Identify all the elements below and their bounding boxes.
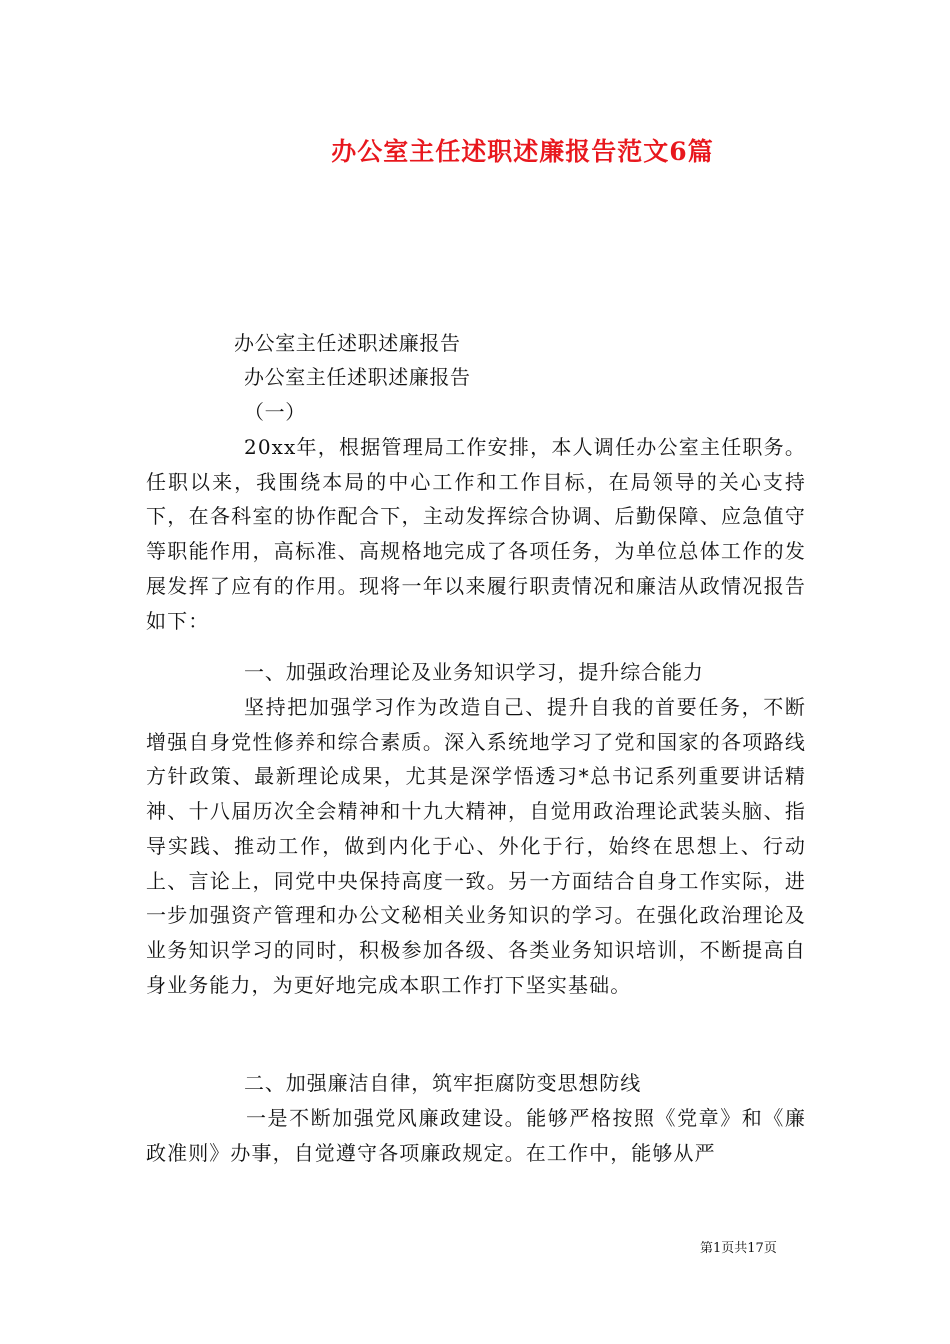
paragraph-study: 坚持把加强学习作为改造自己、提升自我的首要任务，不断增强自身党性修养和综合素质。深入系统地学习了党和国家的各项路线方针政策、最新理论成果，尤其是深学悟透习*总书记系列重要讲话精神、十八届历次全会精神和十九大精神，自觉用政治理论武装头脑、指导实践、推动工作，做到内化于心、外化于行，始终在思想上、行动上、言论上，同党中央保持高度一致。另一方面结合自身工作实际，进一步加强资产管理和办公文秘相关业务知识的学习。在强化政治理论及业务知识学习的同时，积极参加各级、各类业务知识培训，不断提高自身业务能力，为更好地完成本职工作打下坚实基础。 <box>146 695 806 997</box>
paragraph-integrity: 一是不断加强党风廉政建设。能够严格按照《党章》和《廉政准则》办事，自觉遵守各项廉政规定。在工作中，能够从严 <box>146 1106 806 1165</box>
section-number: （一） <box>244 400 306 424</box>
heading-section-one: 一、加强政治理论及业务知识学习，提升综合能力 <box>244 660 704 684</box>
document-title: 办公室主任述职述廉报告范文6篇 <box>331 137 714 166</box>
subtitle-first: 办公室主任述职述廉报告 <box>234 331 461 355</box>
subtitle-second: 办公室主任述职述廉报告 <box>244 365 471 389</box>
heading-section-two: 二、加强廉洁自律，筑牢拒腐防变思想防线 <box>244 1071 642 1095</box>
paragraph-intro: 20xx年，根据管理局工作安排，本人调任办公室主任职务。任职以来，我围绕本局的中心工作和工作目标，在局领导的关心支持下，在各科室的协作配合下，主动发挥综合协调、后勤保障、应急值守等职能作用，高标准、高规格地完成了各项任务，为单位总体工作的发展发挥了应有的作用。现将一年以来履行职责情况和廉洁从政情况报告如下： <box>146 435 806 633</box>
page-number-footer: 第1页共17页 <box>700 1241 777 1256</box>
